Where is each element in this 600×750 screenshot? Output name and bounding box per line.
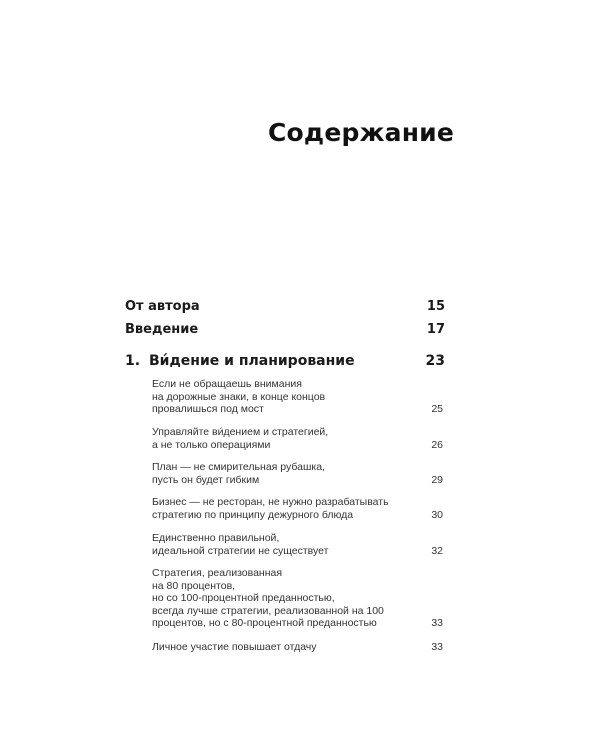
toc-entry[interactable] — [152, 567, 445, 630]
toc-row-chapter-1[interactable] — [125, 353, 445, 369]
entry-line: но со 100-процентной преданностью, — [152, 592, 335, 604]
entry-line: а не только операциями — [152, 438, 271, 451]
page-title: Содержание — [268, 118, 455, 147]
entry-line: План — не смирительная рубашка, — [152, 461, 325, 473]
toc-entry[interactable] — [152, 461, 445, 486]
toc-label: Введение — [125, 322, 199, 337]
entry-line: Единственно правильной, — [152, 532, 280, 544]
entry-page: 33 — [431, 641, 443, 653]
entry-line: пусть он будет гибким — [152, 473, 260, 486]
toc-page: 17 — [426, 322, 445, 337]
chapter-number: 1. — [125, 353, 141, 369]
entry-page: 26 — [431, 438, 443, 451]
toc-label: От автора — [125, 299, 200, 314]
entry-line: процентов, но с 80-процентной преданностью — [152, 617, 377, 629]
table-of-contents — [125, 0, 445, 750]
toc-entry[interactable] — [152, 532, 445, 557]
toc-page: 23 — [425, 353, 445, 369]
toc-entry[interactable] — [152, 641, 445, 654]
entry-page: 29 — [431, 473, 443, 486]
toc-entry[interactable] — [152, 496, 445, 521]
toc-row-author[interactable] — [125, 299, 445, 314]
entry-line: провалишься под мост — [152, 403, 264, 415]
entry-line: на 80 процентов, — [152, 579, 236, 592]
toc-row-intro[interactable] — [125, 322, 445, 337]
entry-line: Личное участие повышает отдачу — [152, 641, 317, 653]
entry-line: идеальной стратегии не существует — [152, 544, 329, 557]
entry-page: 30 — [431, 508, 443, 521]
toc-entry[interactable] — [152, 378, 445, 416]
entry-line: Стратегия, реализованная — [152, 567, 283, 579]
entry-page: 32 — [431, 544, 443, 557]
entry-line: на дорожные знаки, в конце концов — [152, 390, 326, 403]
toc-entry[interactable] — [152, 426, 445, 451]
chapter-title: Ви́дение и планирование — [149, 353, 355, 369]
entry-line: стратегию по принципу дежурного блюда — [152, 508, 354, 521]
entry-line: всегда лучше стратегии, реализованной на 100 — [152, 604, 384, 617]
entry-line: Если не обращаешь внимания — [152, 378, 302, 390]
entry-page: 25 — [431, 403, 443, 415]
entry-line: Управляйте ви́дением и стратегией, — [152, 426, 329, 438]
entry-line: Бизнес — не ресторан, не нужно разрабатывать — [152, 496, 389, 508]
toc-page: 15 — [426, 299, 445, 314]
entry-page: 33 — [431, 617, 443, 629]
